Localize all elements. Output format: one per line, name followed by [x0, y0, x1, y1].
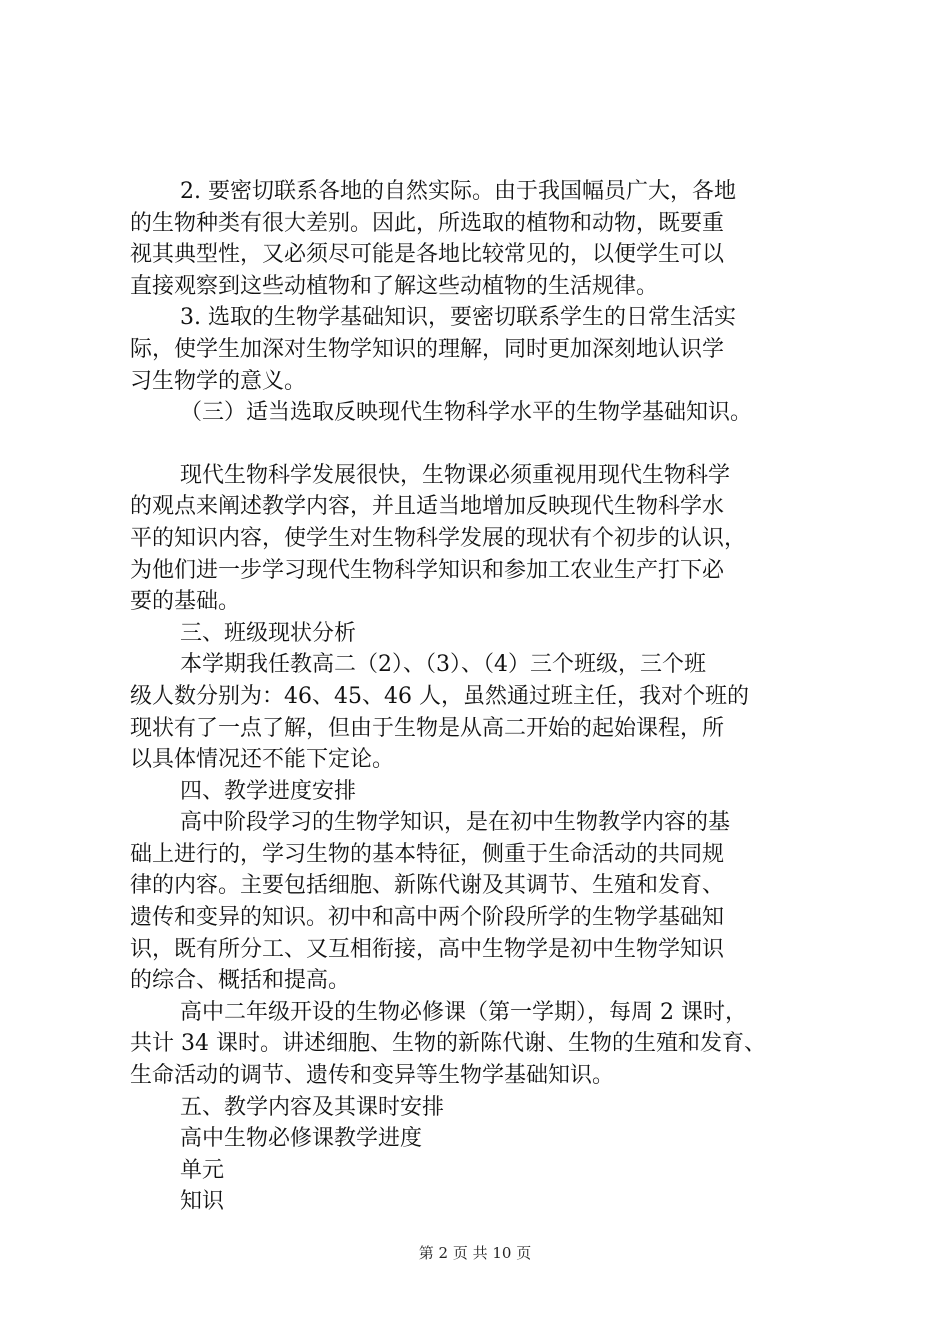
- text-line: 为他们进一步学习现代生物科学知识和参加工农业生产打下必: [130, 557, 725, 583]
- text-line: 高中阶段学习的生物学知识，是在初中生物教学内容的基: [180, 810, 731, 836]
- document-body: [130, 176, 830, 1218]
- text-line: 生命活动的调节、遗传和变异等生物学基础知识。: [130, 1063, 615, 1089]
- text-line: 三、班级现状分析: [180, 620, 357, 646]
- text-line: 本学期我任教高二（2）、（3）、（4）三个班级，三个班: [180, 652, 706, 678]
- text-line: （三）适当选取反映现代生物科学水平的生物学基础知识。: [180, 400, 753, 426]
- text-line: 级人数分别为：46、45、46 人，虽然通过班主任，我对个班的: [130, 683, 749, 709]
- text-line: 的生物种类有很大差别。因此，所选取的植物和动物，既要重: [130, 210, 725, 236]
- text-line: 习生物学的意义。: [130, 368, 307, 394]
- text-line: 平的知识内容，使学生对生物科学发展的现状有个初步的认识，: [130, 525, 747, 551]
- text-line: 视其典型性，又必须尽可能是各地比较常见的，以便学生可以: [130, 242, 725, 268]
- page-footer: 第 2 页 共 10 页: [418, 1244, 532, 1262]
- text-line: 单元: [180, 1157, 225, 1183]
- text-line: 要的基础。: [130, 589, 241, 615]
- text-line: 知识: [180, 1189, 225, 1215]
- text-line: 遗传和变异的知识。初中和高中两个阶段所学的生物学基础知: [130, 905, 725, 931]
- text-line: 以具体情况还不能下定论。: [130, 747, 395, 773]
- text-line: 识，既有所分工、又互相衔接，高中生物学是初中生物学知识: [130, 936, 725, 962]
- text-line: 2. 要密切联系各地的自然实际。由于我国幅员广大，各地: [180, 179, 736, 204]
- paragraph-gap: [130, 429, 830, 460]
- text-line: 四、教学进度安排: [180, 778, 357, 804]
- text-line: 3. 选取的生物学基础知识，要密切联系学生的日常生活实: [180, 305, 736, 331]
- text-line: 律的内容。主要包括细胞、新陈代谢及其调节、生殖和发育、: [130, 873, 725, 899]
- text-line: 高中二年级开设的生物必修课（第一学期），每周 2 课时，: [180, 999, 747, 1025]
- text-line: 五、教学内容及其课时安排: [180, 1094, 445, 1120]
- text-line: 共计 34 课时。讲述细胞、生物的新陈代谢、生物的生殖和发育、: [130, 1031, 766, 1057]
- text-line: 的综合、概括和提高。: [130, 968, 351, 994]
- text-line: 高中生物必修课教学进度: [180, 1126, 423, 1152]
- text-line: 际，使学生加深对生物学知识的理解，同时更加深刻地认识学: [130, 336, 725, 362]
- text-line: 的观点来阐述教学内容，并且适当地增加反映现代生物科学水: [130, 494, 725, 520]
- text-line: 现代生物科学发展很快，生物课必须重视用现代生物科学: [180, 462, 731, 488]
- text-line: 直接观察到这些动植物和了解这些动植物的生活规律。: [130, 273, 659, 299]
- text-line: 础上进行的，学习生物的基本特征，侧重于生命活动的共同规: [130, 841, 725, 867]
- text-line: 现状有了一点了解，但由于生物是从高二开始的起始课程，所: [130, 715, 725, 741]
